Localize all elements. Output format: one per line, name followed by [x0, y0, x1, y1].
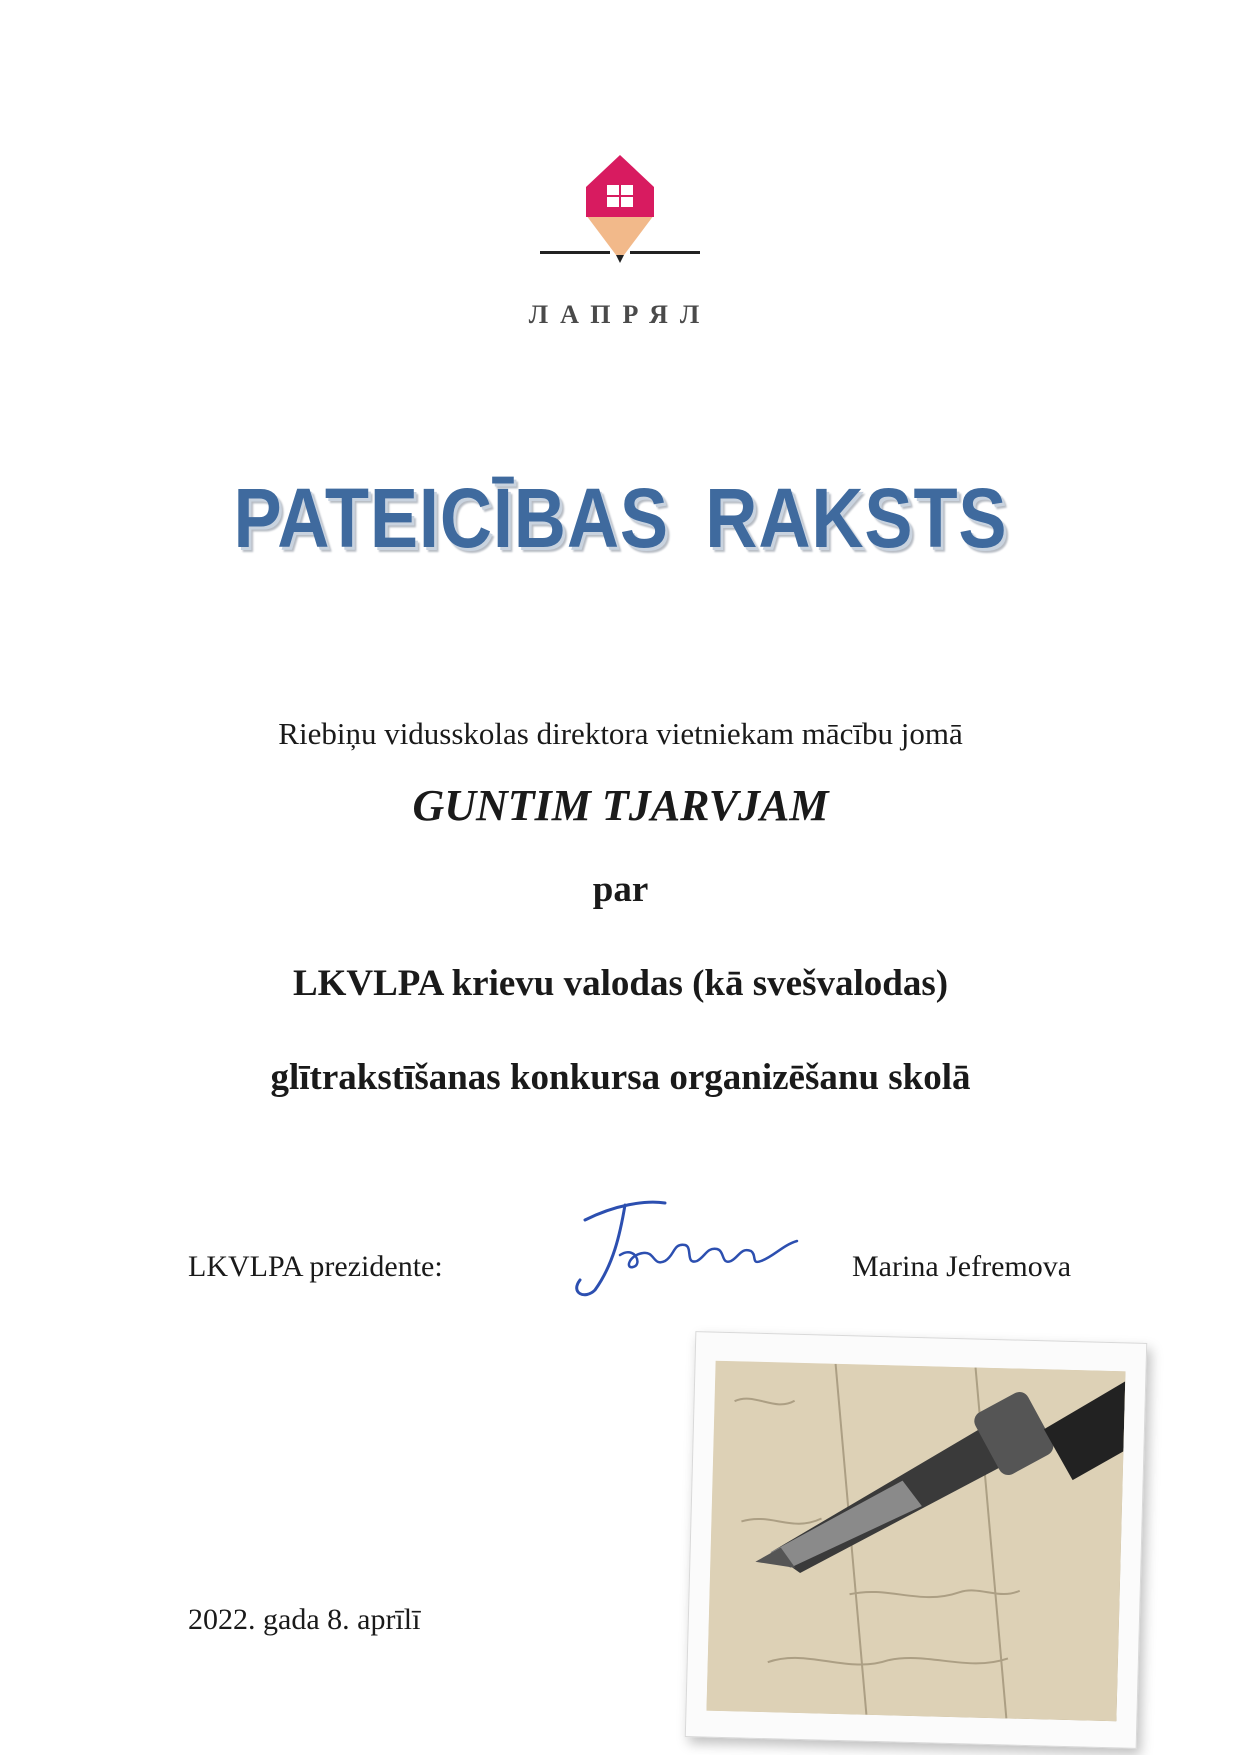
reason-line-2: glītrakstīšanas konkursa organizēšanu skolā: [270, 1057, 971, 1098]
page-title: PATEICĪBAS RAKSTS: [233, 471, 1008, 565]
fountain-pen-image: [706, 1361, 1125, 1722]
issue-date: 2022. gada 8. aprīlī: [188, 1603, 421, 1636]
signatory-name: Marina Jefremova: [852, 1250, 1072, 1283]
reason-line-1: LKVLPA krievu valodas (kā svešvalodas): [292, 963, 949, 1004]
house-pencil-logo-icon: [540, 155, 700, 275]
recipient-role: Riebiņu vidusskolas direktora vietniekam mācību jomā: [278, 716, 963, 751]
signature-label: LKVLPA prezidente:: [188, 1250, 443, 1283]
recipient-name: GUNTIM TJARVJAM: [412, 781, 829, 830]
handwritten-signature: [525, 1195, 815, 1310]
signature-icon: [525, 1195, 815, 1310]
par-word: par: [592, 869, 649, 910]
logo-text: ЛАПРЯЛ: [528, 300, 712, 329]
fountain-pen-icon: [706, 1361, 1125, 1722]
logo-graphic: [540, 155, 700, 275]
photo-frame: [685, 1331, 1147, 1749]
